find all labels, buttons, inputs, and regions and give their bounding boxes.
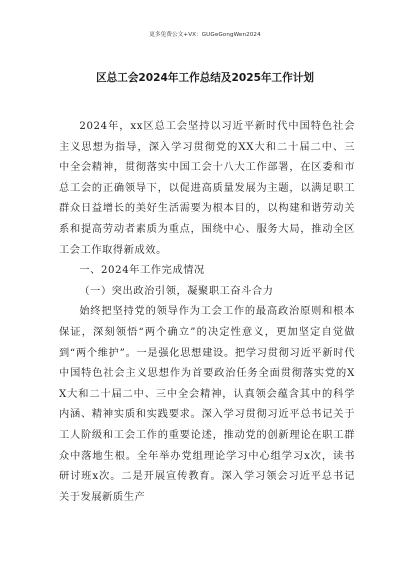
body-paragraph: 始终把坚持党的领导作为工会工作的最高政治原则和根本保证，深刻领悟“两个确立”的决定性意义，更加坚定自觉做到“两个维护”。一是强化思想建设。把学习贯彻习近平新时代中国特色社会主义思想作为首要政治任务全面贯彻落实党的XX大和二十届二中、三中全会精神，认真领会蕴含其中的科学内涵、精神实质和实践要求。深入学习贯彻习近平总书记关于工人阶级和工会工作的重要论述，推动党的创新理论在职工群众中落地生根。全年举办党组理论学习中心组学习x次，读书研讨班x次。二是开展宣传教育。深入学习领会习近平总书记关于发展新质生产 [59,306,355,503]
document-title: 区总工会2024年工作总结及2025年工作计划 [96,72,314,84]
header-note: 更多免费公文+VX：GUGeGongWen2024 [149,32,261,38]
document-body [59,117,355,508]
intro-paragraph: 2024年，xx区总工会坚持以习近平新时代中国特色社会主义思想为指导，深入学习贯彻党的XX大和二十届二中、三中全会精神，贯彻落实中国工会十八大工作部署，在区委和市总工会的正确领导下，以促进高质量发展为主题，以满足职工群众日益增长的美好生活需要为根本目的，以构建和谐劳动关系和提高劳动者素质为重点，围绕中心、服务大局，推动全区工会工作取得新成效。 [59,121,355,256]
section-heading: 一、2024年工作完成情况 [79,265,205,277]
subsection-heading: （一）突出政治引领，凝聚职工奋斗合力 [79,285,274,297]
